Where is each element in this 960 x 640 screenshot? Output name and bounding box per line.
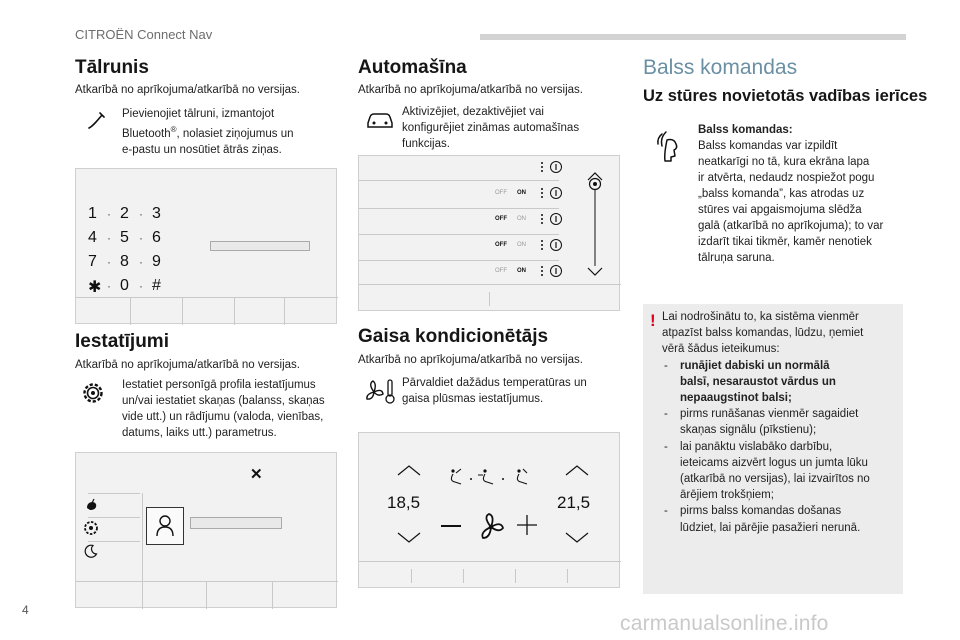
phone-screen (75, 168, 337, 324)
car-icon (365, 108, 395, 135)
toggle-on-label: ON (517, 242, 526, 248)
phone-title: Tālrunis (75, 57, 149, 78)
row-options-icon[interactable] (539, 264, 565, 283)
keypad-key[interactable]: 5 (120, 229, 129, 246)
keypad-separator: · (139, 231, 143, 245)
fan-icon (475, 511, 507, 548)
tip-dash: - (664, 408, 668, 421)
right-temp-up-chevron-icon[interactable] (565, 463, 589, 481)
keypad-separator: · (107, 255, 111, 269)
watermark: carmanualsonline.info (620, 612, 829, 635)
fan-decrease-icon[interactable] (441, 525, 461, 527)
settings-screen (75, 452, 337, 608)
phone-icon (84, 108, 108, 137)
toggle-off-label: OFF (495, 268, 507, 274)
keypad-separator: · (139, 279, 143, 293)
person-icon (147, 508, 183, 544)
left-temp-up-chevron-icon[interactable] (397, 463, 421, 481)
tip-line: pirms balss komandas došanas (680, 505, 842, 518)
row-options-icon[interactable] (539, 160, 565, 179)
keypad-key[interactable]: 7 (88, 253, 97, 270)
header-bar (480, 34, 906, 40)
keypad-key[interactable]: 3 (152, 205, 161, 222)
header-title: CITROËN Connect Nav (75, 27, 213, 42)
toggle-off-label: OFF (495, 242, 507, 248)
keypad-key[interactable]: # (152, 277, 161, 294)
keypad-separator: · (107, 207, 111, 221)
left-temp-down-chevron-icon[interactable] (397, 531, 421, 549)
toggle-on-label: ON (517, 216, 526, 222)
voice-section-title: Balss komandas (643, 56, 798, 79)
scrollbar[interactable] (587, 176, 603, 276)
phone-intro: Atkarībā no aprīkojuma/atkarībā no versijas. (75, 84, 301, 96)
left-temperature: 18,5 (387, 493, 421, 512)
tip-dash: - (664, 440, 668, 453)
function-toggle[interactable] (495, 216, 526, 222)
climate-screen (358, 432, 620, 588)
tip-line: pirms runāšanas vienmēr sagaidiet (680, 408, 859, 421)
tip-line: ārējiem trokšņiem; (680, 489, 774, 502)
tip-line: ieteicams aizvērt logus un jumta lūku (680, 456, 868, 469)
function-toggle[interactable] (495, 190, 526, 196)
voice-section-subtitle: Uz stūres novietotās vadības ierīces (643, 87, 928, 105)
settings-gear-icon (80, 380, 106, 411)
vehicle-title: Automašīna (358, 57, 467, 78)
keypad-key[interactable]: 0 (120, 277, 129, 294)
toggle-on-label: ON (517, 268, 526, 274)
tip-item (662, 406, 898, 438)
climate-title: Gaisa kondicionētājs (358, 326, 549, 347)
night-mode-moon-icon[interactable] (84, 544, 98, 563)
tip-line: nepaaugstinot balsi; (680, 392, 792, 405)
row-options-icon[interactable] (539, 212, 565, 231)
settings-title: Iestatījumi (75, 331, 169, 352)
settings-intro: Atkarībā no aprīkojuma/atkarībā no versijas. (75, 359, 301, 371)
vehicle-screen (358, 155, 620, 311)
voice-tips: Lai nodrošinātu to, ka sistēma vienmēr atpazīst balss komandas, lūdzu, ņemiet vērā šādus ieteikumus: - runājiet dabiski un normālā balsī, nesaraustot vārdus un nepaaugstinot balsi; - pirms runāšanas vienmēr sagaidiet skaņas signālu (pīkstienu); - lai panāktu vislabāko darbību, ieteicams aizvērt logus un jumta lūku (atkarībā no versijas), lai izvairītos no ārējiem trokšņiem; - pirms balss komandas došanas lūdziet, lai pārējie pasažieri nerunā. (662, 309, 898, 536)
tip-line: balsī, nesaraustot vārdus un (680, 375, 836, 388)
profile-avatar-button[interactable] (146, 507, 184, 545)
close-icon[interactable]: ✕ (250, 466, 263, 483)
tip-line: skaņas signālu (pīkstienu); (680, 424, 817, 437)
toggle-off-label: OFF (495, 190, 507, 196)
phone-description: Pievienojiet tālruni, izmantojot Bluetooth®, nolasiet ziņojumus un e-pastu un nosūtiet ātrās ziņas. (122, 108, 294, 156)
keypad-key[interactable]: ✱ (88, 279, 102, 296)
tip-item (662, 503, 898, 535)
keypad-key[interactable]: 1 (88, 205, 97, 222)
voice-description: Balss komandas: Balss komandas var izpildīt neatkarīgi no tā, kura ekrāna lapa ir atvērta, nedaudz nospiežot pogu „balss komanda”, kas atrodas uz stūres vai apgaismojuma slēdža galā (atkarībā no aprīkojuma); to var izdarīt tikai tikmēr, kamēr nenotiek tālruņa saruna. (698, 124, 884, 264)
keypad-separator: · (139, 207, 143, 221)
warning-icon: ! (650, 311, 656, 330)
keypad-separator: · (139, 255, 143, 269)
fan-increase-icon[interactable] (515, 513, 539, 542)
climate-intro: Atkarībā no aprīkojuma/atkarībā no versijas. (358, 354, 584, 366)
keypad-separator: · (107, 231, 111, 245)
row-options-icon[interactable] (539, 186, 565, 205)
function-toggle[interactable] (495, 242, 526, 248)
scroll-down-chevron-icon[interactable] (587, 264, 603, 282)
keypad-key[interactable]: 8 (120, 253, 129, 270)
settings-description: Iestatiet personīgā profila iestatījumus un/vai iestatiet skaņas (balanss, skaņas vide utt.) un rādījumu (valoda, vienības, datums, laiks utt.) parametrus. (122, 379, 325, 439)
tip-line: (atkarībā no versijas), lai izvairītos no (680, 473, 870, 486)
tip-item (662, 358, 898, 407)
keypad-separator: · (107, 279, 111, 293)
profile-color-icon[interactable] (84, 497, 100, 518)
tip-dash: - (664, 505, 668, 518)
vehicle-intro: Atkarībā no aprīkojuma/atkarībā no versijas. (358, 84, 584, 96)
keypad-key[interactable]: 4 (88, 229, 97, 246)
tip-line: lai panāktu vislabāko darbību, (680, 440, 833, 453)
keypad-key[interactable]: 6 (152, 229, 161, 246)
function-toggle[interactable] (495, 268, 526, 274)
tip-line: runājiet dabiski un normālā (680, 359, 830, 372)
voice-command-icon (650, 130, 686, 169)
right-temp-down-chevron-icon[interactable] (565, 531, 589, 549)
toggle-off-label: OFF (495, 216, 507, 222)
profile-name-field[interactable] (190, 517, 282, 529)
climate-fan-temperature-icon (364, 378, 398, 411)
vehicle-description: Aktivizējiet, dezaktivējiet vai konfigurējiet zināmas automašīnas funkcijas. (402, 106, 580, 150)
airflow-mode-icons[interactable] (447, 467, 539, 496)
tip-line: lūdziet, lai pārējie pasažieri nerunā. (680, 521, 861, 534)
tip-item (662, 439, 898, 504)
row-options-icon[interactable] (539, 238, 565, 257)
tip-dash: - (664, 359, 668, 372)
climate-description: Pārvaldiet dažādus temperatūras un gaisa plūsmas iestatījumus. (402, 377, 587, 405)
phone-number-field[interactable] (210, 241, 310, 251)
keypad-key[interactable]: 9 (152, 253, 161, 270)
right-temperature: 21,5 (557, 493, 591, 512)
sound-settings-icon[interactable] (82, 519, 100, 542)
page-number: 4 (22, 603, 29, 617)
toggle-on-label: ON (517, 190, 526, 196)
keypad-key[interactable]: 2 (120, 205, 129, 222)
